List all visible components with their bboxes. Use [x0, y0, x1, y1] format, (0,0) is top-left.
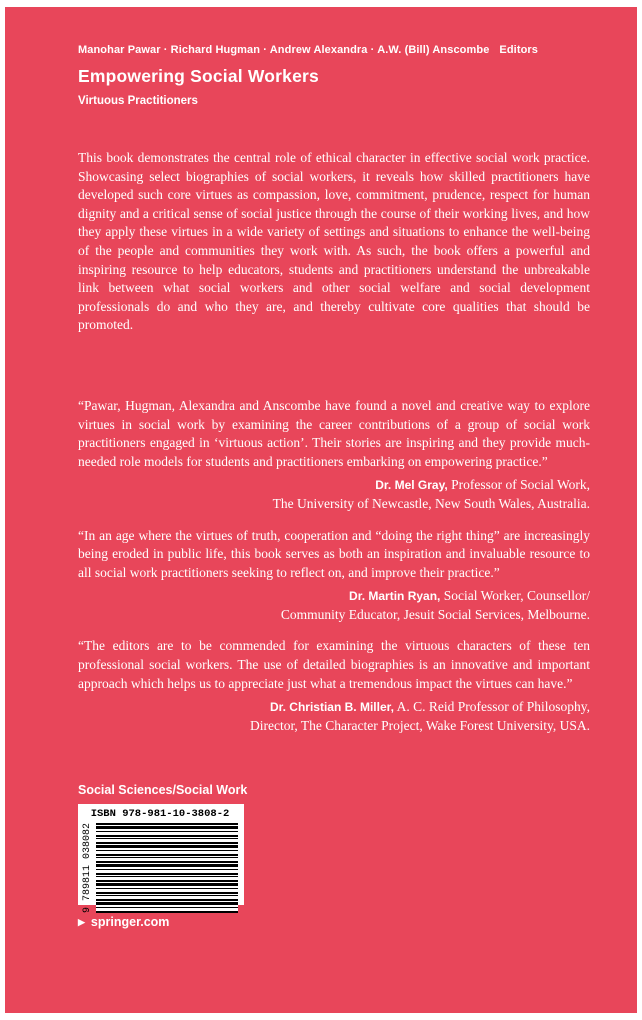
barcode-bars-icon [96, 823, 238, 913]
book-subtitle: Virtuous Practitioners [78, 95, 198, 107]
review-quote: “Pawar, Hugman, Alexandra and Anscombe have found a novel and creative way to explore virtues in social work by examining the career contributions of a group of social work practitioners engaged in ‘virtuous action’. Their stories are inspiring and they provide much-needed role models for students and practitioners embarking on empowering practice.” [78, 397, 590, 469]
reviewer-name: Dr. Christian B. Miller, [269, 700, 394, 715]
review-quote: “In an age where the virtues of truth, cooperation and “doing the right thing” are increasingly being eroded in public life, this book serves as both an inspiration and invaluable resource to all social work practitioners seeking to reflect on, and improve their practice.” [78, 527, 590, 580]
isbn-label: ISBN 978-981-10-3808-2 [90, 808, 230, 821]
reviewer-role: Professor of Social Work, [447, 477, 590, 493]
attribution-line-2: Director, The Character Project, Wake Forest University, USA. [249, 717, 590, 733]
book-title: Empowering Social Workers [78, 66, 319, 86]
publisher-url: springer.com [90, 915, 170, 930]
quote-attribution [78, 476, 590, 513]
attribution-line-2: Community Educator, Jesuit Social Services, Melbourne. [280, 606, 590, 622]
reviewer-role: Social Worker, Counsellor/ [440, 588, 590, 604]
editors-label: Editors [499, 44, 539, 56]
reviewer-name: Dr. Martin Ryan, [349, 589, 441, 604]
review-quote: “The editors are to be commended for examining the virtuous characters of these ten professional social workers. The use of detailed biographies is an innovative and important approach which helps us to appreciate just what a tremendous impact the virtues can have.” [78, 638, 590, 691]
publisher-line [78, 915, 590, 929]
isbn-number-vertical: 9 789811 038082 [82, 823, 93, 914]
quote-attribution [78, 587, 590, 624]
reviewer-role: A. C. Reid Professor of Philosophy, [393, 699, 590, 715]
editors-line [78, 44, 590, 56]
book-description: This book demonstrates the central role of ethical character in effective social work practice. Showcasing select biographies of social workers, it reveals how skilled practitioners have developed such core virtues as compassion, love, commitment, prudence, respect for human dignity and a critical sense of social justice through the course of their working lives, and how they apply these virtues in a wide variety of settings and situations to enhance the well-being of the people and communities they work with. As such, the book offers a powerful and inspiring resource to help educators, students and practitioners understand the unbreakable link between what social workers and other social welfare and social development professionals do and who they are, and thereby cultivate core qualities that should be promoted. [78, 150, 590, 333]
barcode-row [82, 823, 238, 913]
editors-names: Manohar Pawar · Richard Hugman · Andrew Alexandra · A.W. (Bill) Anscombe [78, 44, 490, 56]
attribution-line-1 [78, 587, 590, 606]
attribution-line-2: The University of Newcastle, New South Wales, Australia. [272, 495, 590, 511]
subject-category: Social Sciences/Social Work [78, 783, 248, 798]
right-triangle-icon: ▶ [78, 916, 85, 927]
isbn-barcode [78, 804, 244, 914]
quote-attribution [78, 698, 590, 735]
attribution-line-1 [78, 476, 590, 495]
reviewer-name: Dr. Mel Gray, [375, 478, 448, 493]
attribution-line-1 [78, 698, 590, 717]
back-cover [5, 7, 637, 1013]
